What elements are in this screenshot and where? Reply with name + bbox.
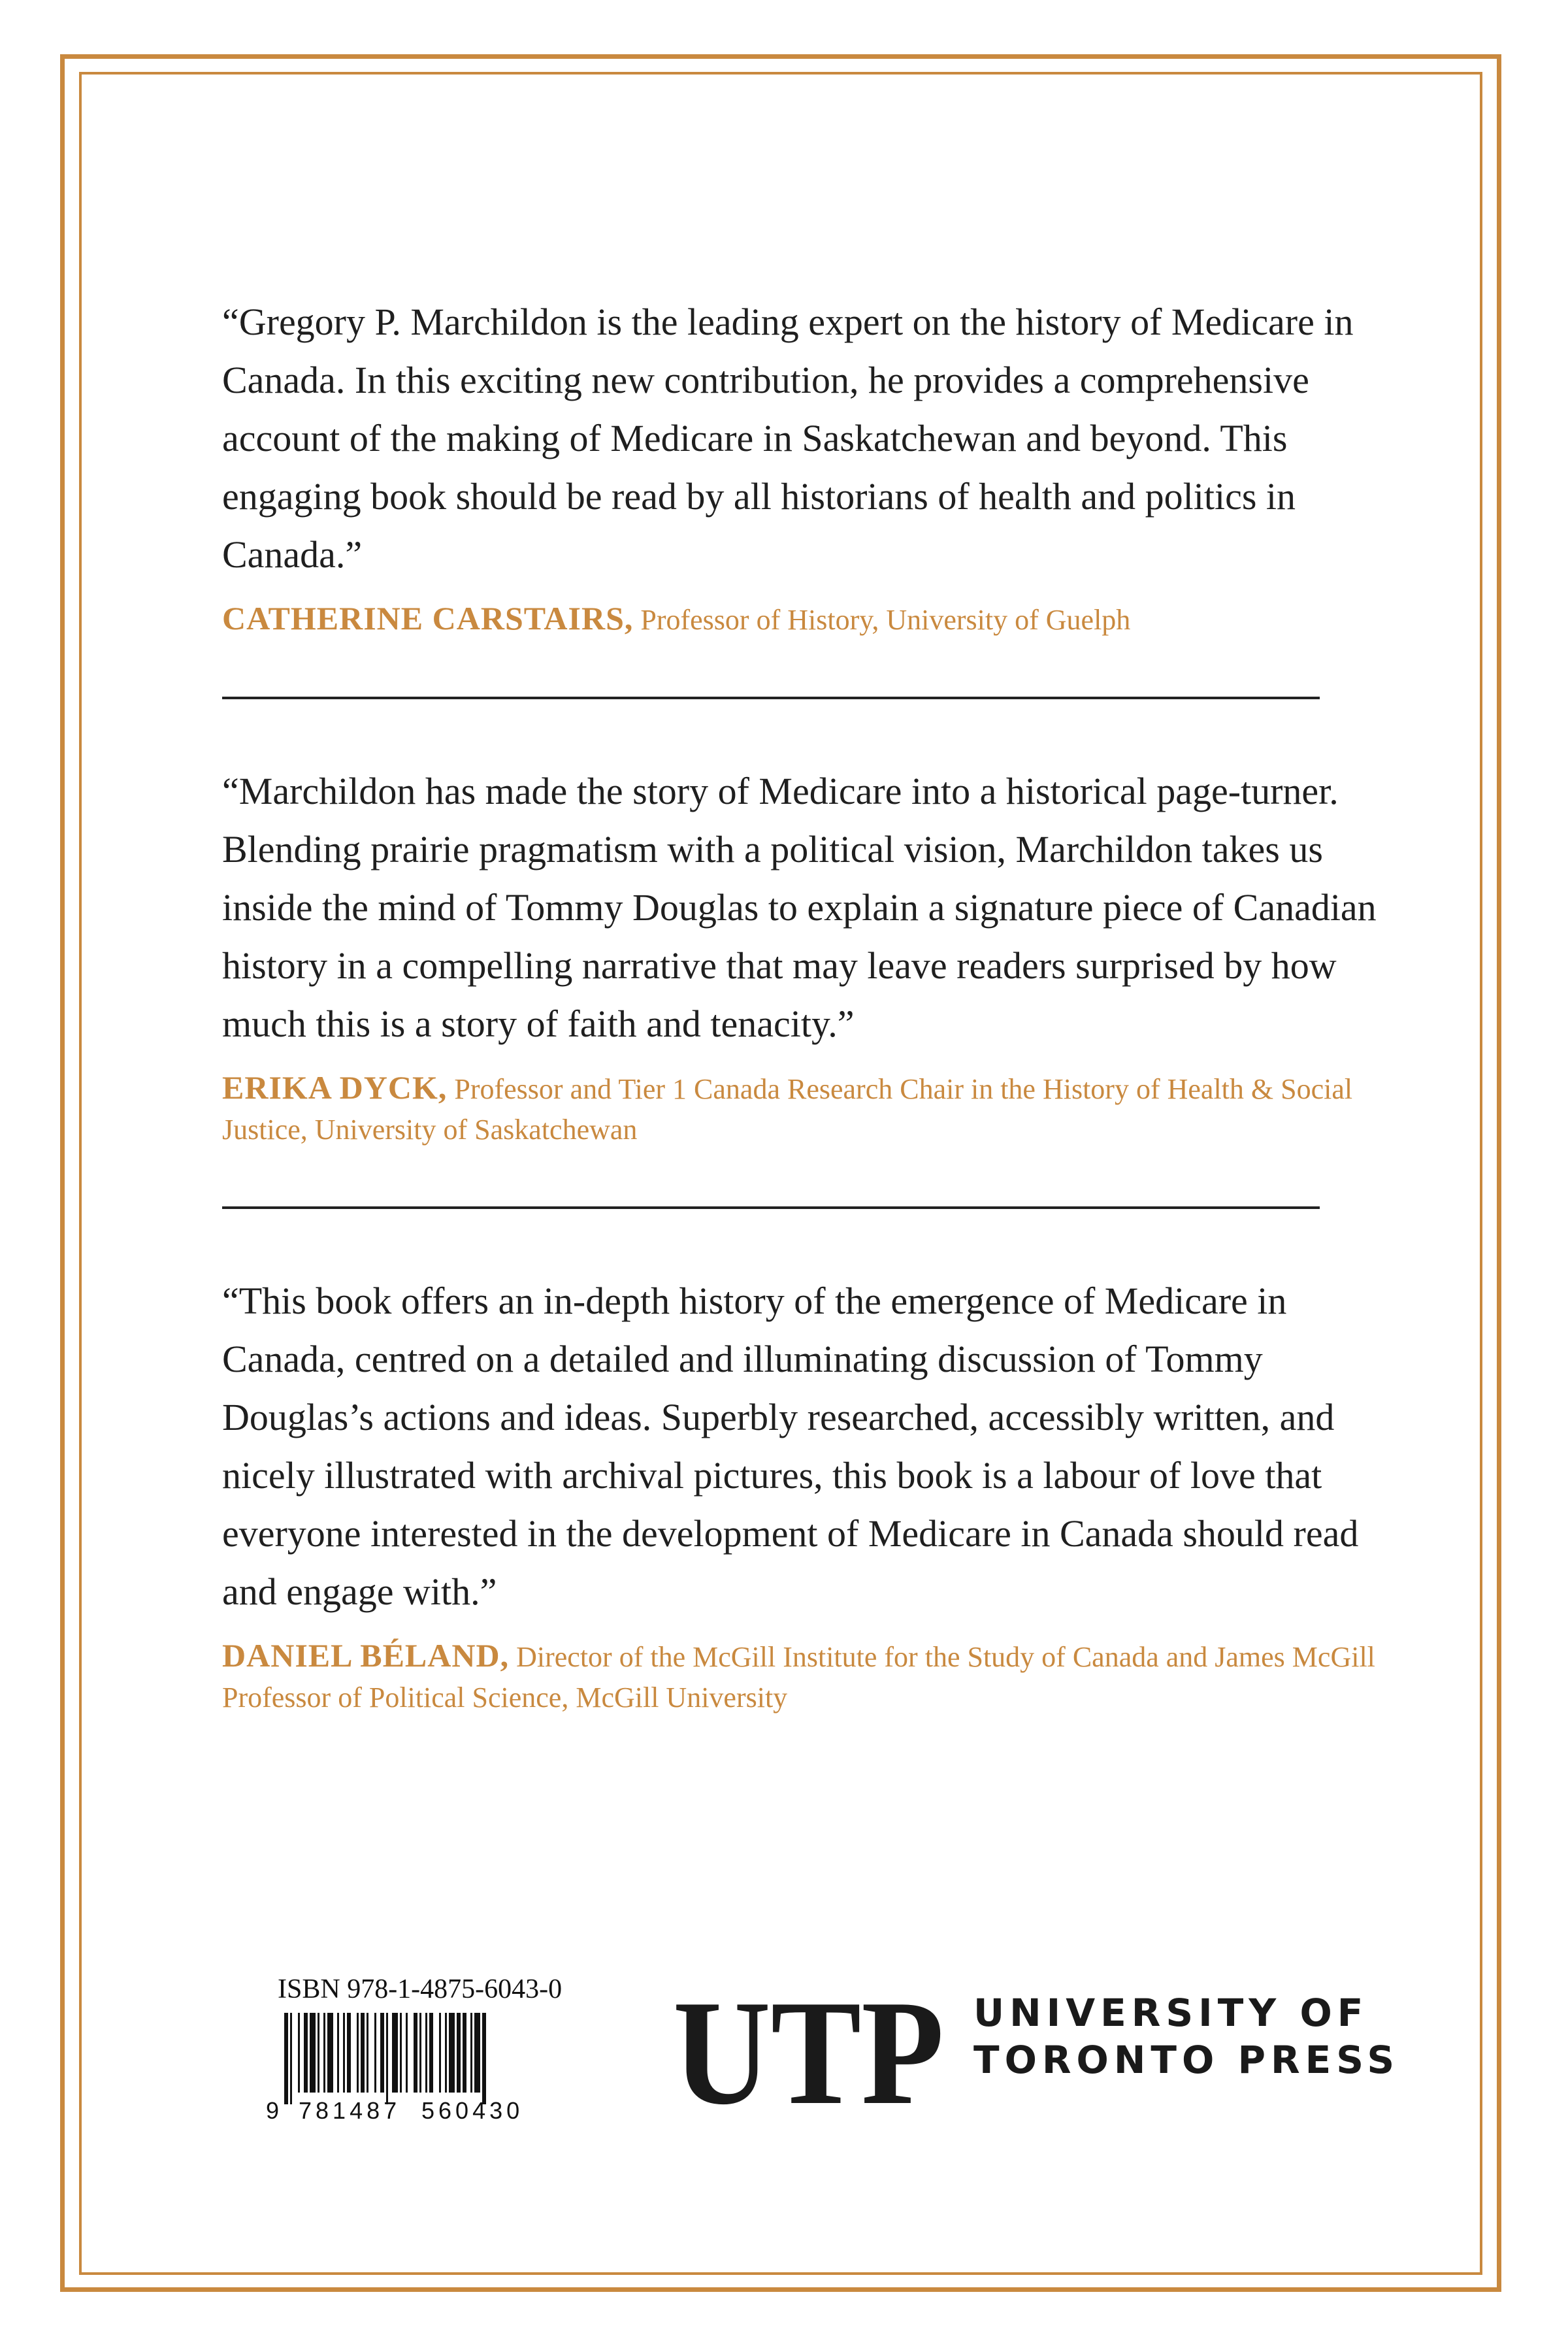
divider [222,697,1320,699]
endorsement-quote: “Gregory P. Marchildon is the leading expert on the history of Medicare in Canada. In this exciting new contribution, he provides a comprehensive account of the making of Medicare in Saskatchewan and beyond. This engaging book should be read by all historians of health and politics in Canada.” [222,301,1354,576]
barcode-icon [265,2013,539,2123]
endorsement-1 [222,293,1385,640]
endorsement-3 [222,1272,1385,1718]
barcode-digits-mid: 781487 [299,2097,401,2123]
endorsement-attribution [222,598,1385,640]
endorser-name: CATHERINE CARSTAIRS, [222,600,634,637]
endorsements [222,293,1385,1718]
publisher-name-line2: TORONTO PRESS [973,2038,1400,2082]
endorser-title: Professor of History, University of Guelph [640,604,1131,636]
endorsement-quote: “This book offers an in-depth history of the emergence of Medicare in Canada, centred on a detailed and illuminating discussion of Tommy Douglas’s actions and ideas. Superbly researched, accessibly written, and nicely illustrated with archival pictures, this book is a labour of love that everyone interested in the development of Medicare in Canada should read and engage with.” [222,1280,1359,1613]
endorsement-quote: “Marchildon has made the story of Medicare into a historical page-turner. Blending prairie pragmatism with a political vision, Marchildon takes us inside the mind of Tommy Douglas to explain a signature piece of Canadian history in a compelling narrative that may leave readers surprised by how much this is a story of faith and tenacity.” [222,770,1377,1045]
endorser-title: Professor and Tier 1 Canada Research Chair in the History of Health & Social Justice, University of Saskatchewan [222,1073,1353,1146]
utp-logo [673,1987,947,2117]
utp-logo-text: UTP [673,1987,944,2117]
endorser-title: Director of the McGill Institute for the Study of Canada and James McGill Professor of Political Science, McGill University [222,1641,1375,1714]
isbn-label: ISBN 978-1-4875-6043-0 [278,1974,563,2004]
endorser-name: DANIEL BÉLAND, [222,1637,510,1674]
barcode-digit-left: 9 [266,2097,280,2123]
endorser-name: ERIKA DYCK, [222,1069,448,1106]
endorsement-2 [222,762,1385,1150]
endorsement-attribution [222,1635,1385,1718]
divider [222,1206,1320,1209]
endorsement-attribution [222,1067,1385,1150]
publisher-name-line1: UNIVERSITY OF [973,1991,1369,2035]
barcode-digits-right: 560430 [421,2097,524,2123]
publisher-name [973,1989,1399,2083]
